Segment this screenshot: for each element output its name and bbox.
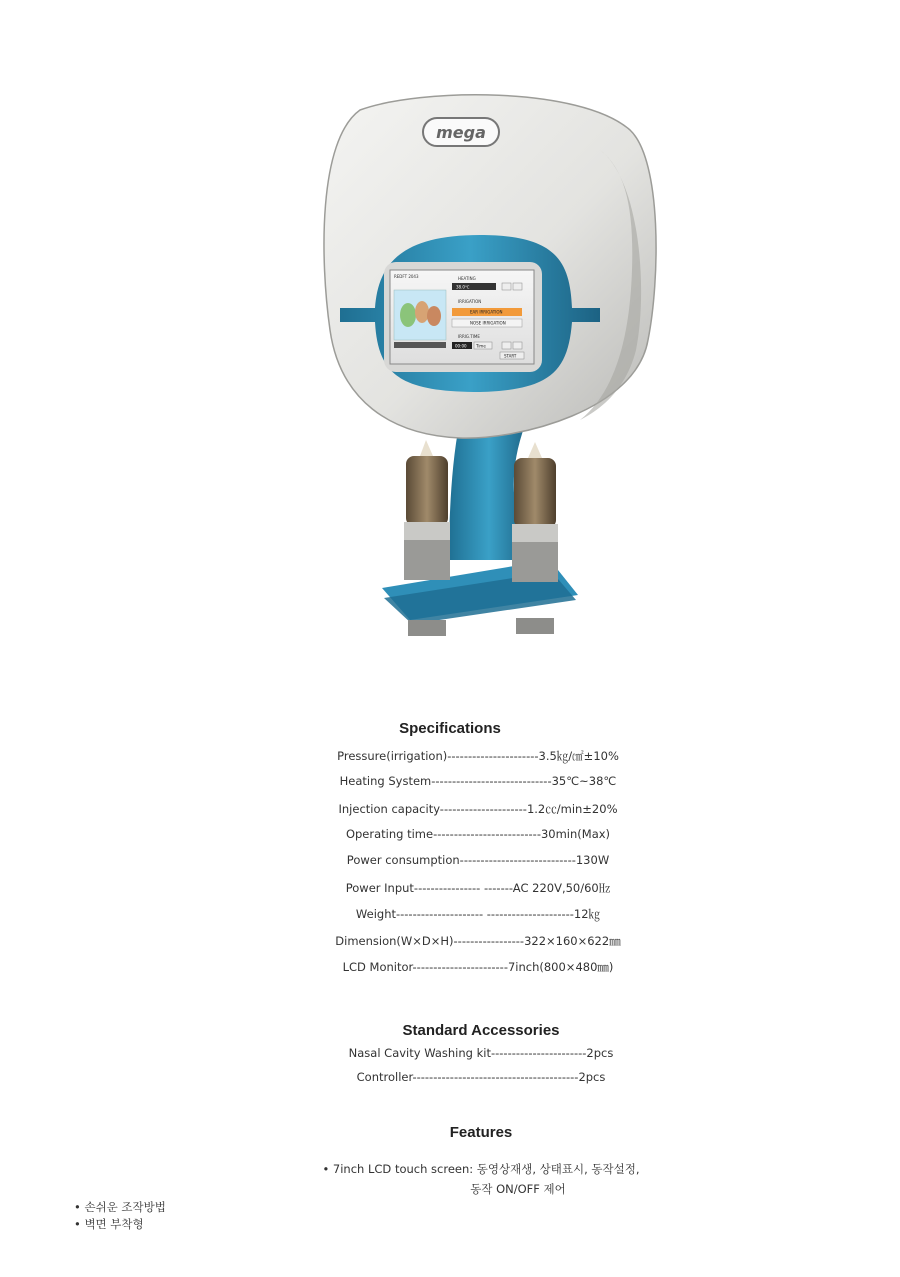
svg-text:38.0℃: 38.0℃	[456, 284, 470, 290]
spec-row: Dimension(W×D×H)-----------------322×160×622㎜	[335, 934, 621, 948]
spec-row: Weight--------------------- ---------------------12㎏	[355, 907, 601, 921]
svg-text:IRRIG.TIME: IRRIG.TIME	[458, 334, 480, 339]
svg-text:START: START	[504, 353, 517, 359]
product-image	[300, 90, 680, 650]
mega-logo	[423, 118, 499, 146]
spec-row: Power consumption----------------------------130W	[346, 853, 610, 867]
svg-text:REDFT 2043: REDFT 2043	[394, 274, 419, 279]
svg-text:00:00: 00:00	[455, 343, 467, 349]
accessories-title: Standard Accessories	[402, 1022, 560, 1039]
svg-text:NOSE IRRIGATION: NOSE IRRIGATION	[470, 320, 506, 326]
spec-row: Power Input---------------- -------AC 220V,50/60㎐	[345, 881, 611, 895]
svg-text:Time: Time	[476, 343, 486, 349]
spec-row: LCD Monitor-----------------------7inch(800×480㎜)	[342, 960, 614, 974]
feature-item-continued: 동작 ON/OFF 제어	[470, 1182, 566, 1196]
accessory-row: Controller----------------------------------------2pcs	[356, 1070, 606, 1084]
spec-row: Heating System-----------------------------35℃~38℃	[339, 774, 617, 788]
accessory-row: Nasal Cavity Washing kit-----------------------2pcs	[348, 1046, 614, 1060]
svg-text:HEATING: HEATING	[458, 276, 476, 281]
feature-bullet: • 손쉬운 조작방법	[74, 1200, 166, 1214]
feature-bullet: • 벽면 부착형	[74, 1217, 144, 1231]
specifications-title: Specifications	[399, 720, 501, 737]
feature-item: • 7inch LCD touch screen: 동영상재생, 상태표시, 동작설정,	[322, 1162, 640, 1176]
svg-text:mega: mega	[436, 123, 486, 142]
spec-row: Injection capacity---------------------1.2㏄/min±20%	[338, 802, 618, 816]
svg-text:EAR IRRIGATION: EAR IRRIGATION	[470, 309, 503, 315]
spec-row: Operating time--------------------------30min(Max)	[345, 827, 611, 841]
features-title: Features	[449, 1124, 513, 1141]
spec-row: Pressure(irrigation)----------------------3.5㎏/㎠±10%	[337, 749, 619, 763]
lcd-screen	[390, 270, 534, 364]
svg-text:IRRIGATION: IRRIGATION	[458, 299, 482, 304]
